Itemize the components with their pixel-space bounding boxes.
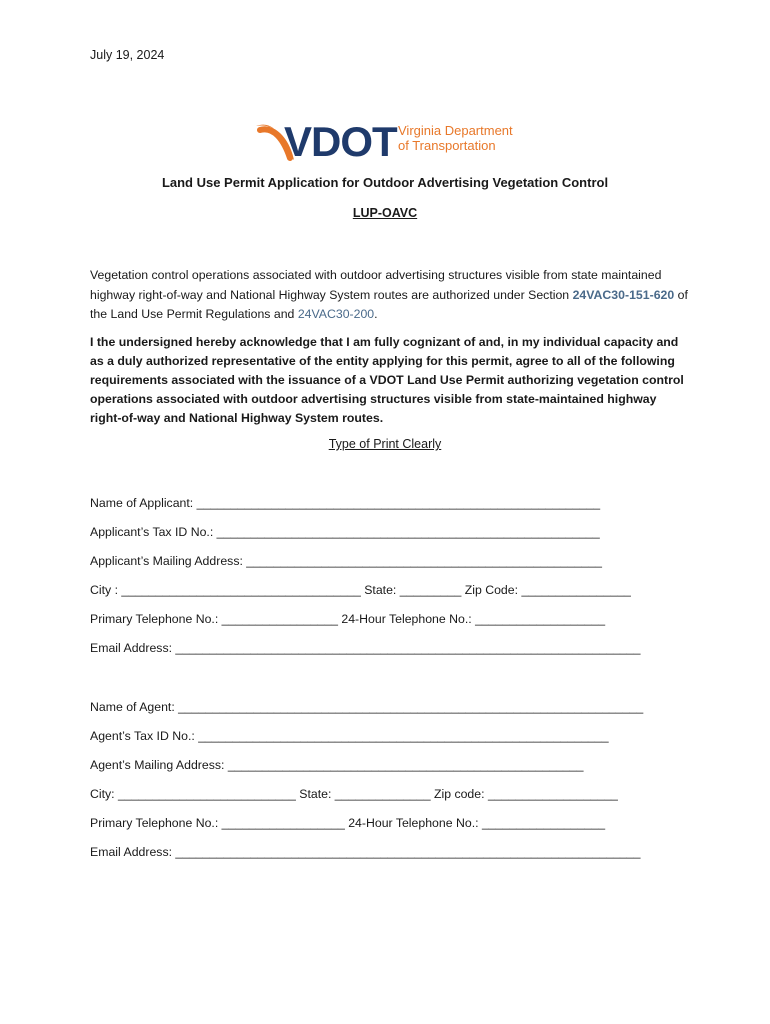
- document-title: Land Use Permit Application for Outdoor Advertising Vegetation Control: [161, 175, 609, 190]
- vdot-logo: [254, 116, 524, 166]
- intro-text-2: of the Land Use Permit Regulations and: [90, 287, 688, 321]
- applicant-email-field[interactable]: Email Address: ____________________________________________________________________: [90, 641, 641, 655]
- agent-name-field[interactable]: Name of Agent: ____________________________________________________________________: [90, 700, 644, 714]
- intro-paragraph: [90, 266, 690, 325]
- applicant-tax-id-field[interactable]: Applicant’s Tax ID No.: ________________________________________________________: [90, 525, 600, 539]
- agent-tax-id-field[interactable]: Agent’s Tax ID No.: ____________________________________________________________: [90, 729, 609, 743]
- applicant-name-field[interactable]: Name of Applicant: ___________________________________________________________: [90, 496, 601, 510]
- applicant-mailing-address-field[interactable]: Applicant’s Mailing Address: ____________________________________________________: [90, 554, 602, 568]
- agent-email-field[interactable]: Email Address: ____________________________________________________________________: [90, 845, 641, 859]
- vdot-logo-line1: Virginia Department: [398, 123, 513, 138]
- print-instruction: Type of Print Clearly: [328, 437, 442, 451]
- agent-telephone-field[interactable]: Primary Telephone No.: __________________ 24-Hour Telephone No.: __________________: [90, 816, 606, 830]
- regulation-link-151-620[interactable]: 24VAC30-151-620: [572, 287, 675, 302]
- applicant-telephone-field[interactable]: Primary Telephone No.: _________________ 24-Hour Telephone No.: ___________________: [90, 612, 606, 626]
- intro-text-1: Vegetation control operations associated with outdoor advertising structures visible from state maintained highway right-of-way and National Highway System routes are authorized under Section: [90, 268, 662, 302]
- intro-text-3: .: [374, 307, 378, 321]
- applicant-city-state-zip-field[interactable]: City : ___________________________________ State: _________ Zip Code: ________________: [90, 583, 631, 597]
- vdot-wordmark: VDOT: [284, 118, 397, 165]
- regulation-link-200[interactable]: 24VAC30-200: [297, 307, 375, 321]
- document-date: July 19, 2024: [90, 48, 165, 62]
- vdot-logo-line2: of Transportation: [398, 138, 496, 153]
- form-code: LUP-OAVC: [352, 206, 418, 220]
- agent-mailing-address-field[interactable]: Agent’s Mailing Address: ____________________________________________________: [90, 758, 584, 772]
- agent-city-state-zip-field[interactable]: City: __________________________ State: ______________ Zip code: ___________________: [90, 787, 618, 801]
- acknowledgement-paragraph: I the undersigned hereby acknowledge that I am fully cognizant of and, in my individual capacity and as a duly authorized representative of the entity applying for this permit, agree to all of the following requirements associated with the issuance of a VDOT Land Use Permit authorizing vegetation control operations associated with outdoor advertising structures visible from state-maintained highway right-of-way and National Highway System routes.: [90, 335, 684, 425]
